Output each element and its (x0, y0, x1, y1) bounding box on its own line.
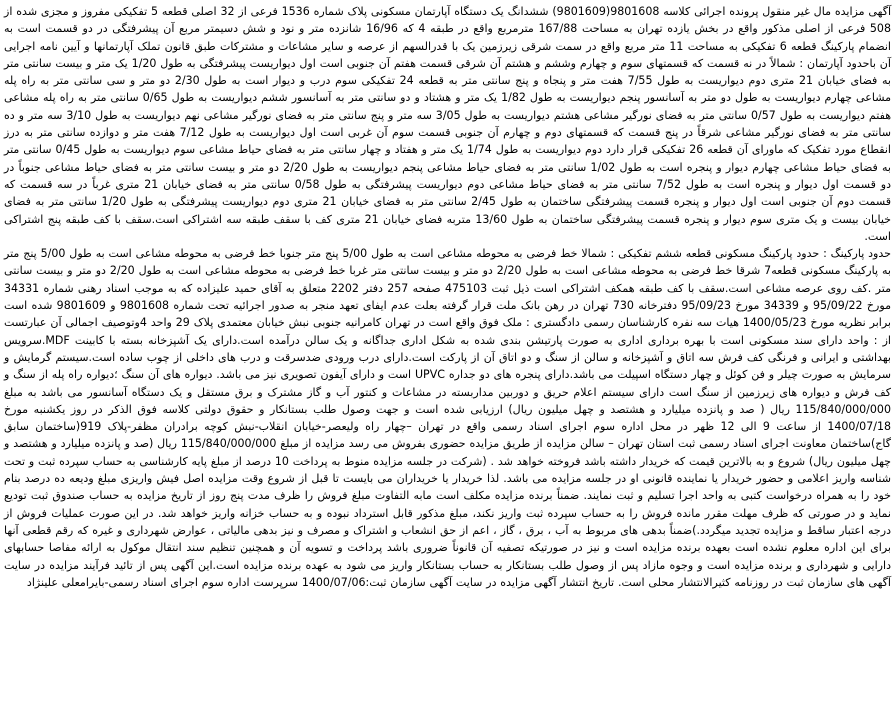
auction-notice (4, 3, 891, 708)
notice-paragraph-property: آگهی مزایده مال غیر منقول پرونده اجرائی کلاسه 9801608(9801609) ششدانگ یک دستگاه آپارتمان مسکونی پلاک شماره 1536 فرعی از 32 اصلی قطعه 5 تفکیکی مفروز و مجزی شده از 508 فرعی از اصلی مذکور واقع در بخش یازده تهران به مساحت 167/88 مترمربع واقع در طبقه 4 که 16/96 شانزده متر و نود و شش دسیمتر مربع آن پیشرفتگی در دو قسمت است به انضمام پارکینگ قطعه 6 تفکیکی به مساحت 11 متر مربع واقع در سمت شرقی زیرزمین یک با قدرالسهم از عرصه و سایر مشاعات و مشترکات طبق قانون تملک آپارتمانها و آیین نامه اجرایی آن باحدود آپارتمان : شمالاً در نه قسمت که قسمتهای سوم و چهارم وششم و هشتم آن شرقی قسمت هفتم آن جنوبی است اول دیواریست پیشرفتگی به طول 1/20 یک متر و بیست سانتی متر به فضای خیابان 21 متری دوم دیواریست به طول 7/55 هفت متر و پنجاه و پنج سانتی متر به قطعه 24 تفکیکی سوم درب و دیوار است به طول 2/30 دو متر و سی سانتی متر به راه پله مشاعی چهارم دیواریست به طول دو متر به آسانسور پنجم دیواریست به طول 1/82 یک متر و هشتاد و دو سانتی متر به آسانسور ششم دیواریست به طول 0/65 سانتی متر به راه پله مشاعی هفتم دیواریست به طول 0/57 سانتی متر به فضای نورگیر مشاعی هشتم دیواریست به طول 3/05 سه متر و پنج سانتی متر به فضای نورگیر مشاعی نهم دیواریست به طول 3/10 سه متر و ده سانتی متر به فضای نورگیر مشاعی شرقاً در پنج قسمت که قسمتهای دوم و چهارم آن جنوبی قسمت سوم آن غربی است اول دیواریست به طول 7/12 هفت متر و دوازده سانتی متر به درز انقطاع مورد تفکیک که ماورای آن قطعه 26 تفکیکی قرار دارد دوم دیواریست به طول 1/74 یک متر و هفتاد و چهار سانتی متر به فضای حیاط مشاعی سوم دیواریست به طول 0/45 سانتی متر به فضای حیاط مشاعی چهارم دیوار و پنجره است به طول 1/02 سانتی متر به فضای حیاط مشاعی پنجم دیواریست به طول 2/20 دو متر و بیست سانتی متر به فضای حیاط مشاعی جنوباً در دو قسمت اول دیوار و پنجره است به طول 7/52 سانتی متر به فضای حیاط مشاعی دوم دیواریست پیشرفتگی به طول 0/58 سانتی متر به فضای خیابان 21 متری غرباً در سه قسمت که قسمت دوم آن جنوبی است اول دیوار و پنجره قسمت پیشرفتگی ساختمان به طول 2/45 سانتی متر به فضای خیابان 21 متری دوم دیواریست پیشرفتگی به طول 1/20 سانتی متر به فضای خیابان بیست و یک متری سوم دیوار و پنجره قسمت پیشرفتگی ساختمان به طول 13/60 متربه فضای خیابان 21 متری کف با سقف طبقه سه اشتراکی است.سقف با کف طبقه پنج اشتراکی است. (4, 5, 892, 243)
notice-paragraph-parking-and-terms: حدود پارکینگ : حدود پارکینگ مسکونی قطعه ششم تفکیکی : شمالا خط فرضی به محوطه مشاعی است به طول 5/00 پنج متر جنوبا خط فرضی به محوطه مشاعی است به طول 5/00 پنج متر به پارکینگ مسکونی قطعه7 شرقا خط فرضی به محوطه مشاعی است به طول 2/20 دو متر و بیست سانتی متر غربا خط فرضی به محوطه مشاعی است به طول 2/20 دو متر و بیست سانتی متر .کف روی عرصه مشاعی است.سقف با کف طبقه همکف اشتراکی است ذیل ثبت 475103 صفحه 257 دفتر 2202 متعلق به آقای حمید علیزاده که به موجب اسناد رهنی شماره 34331 مورخ 95/09/22 و 34339 مورخ 95/09/23 دفترخانه 730 تهران در رهن بانک ملت قرار گرفته بعلت عدم ایفای تعهد منجر به صدور اجرائیه تحت شماره 9801608 و 9801609 شده است برابر نظریه مورخ 1400/05/23 هیات سه نفره کارشناسان رسمی دادگستری : ملک فوق واقع است در تهران کامرانیه جنوبی نبش خیابان معتمدی پلاک 29 واحد 4وتوصیف اجمالی آن عبارتست از : واحد دارای سند مسکونی است با بهره برداری اداری به صورت پارتیشن بندی شده به شکل اداری جداگانه و یک سالن درآمده است.دارای یک آشپزخانه بسته با کابینت MDF.سرویس بهداشتی و ایرانی و فرنگی کف فرش سه اتاق و آشپزخانه و سالن از سنگ و دو اتاق آن از پارکت است.دارای درب ورودی ضدسرقت و درب های داخلی از چوب ساده است.سیستم گرمایش و سرمایش به صورت چیلر و فن کوئل و چهار دستگاه اسپیلت می باشد.دارای پنجره های دو جداره UPVC است و دارای آیفون تصویری نیز می باشد. دیواره های آن سنگ ؛دیواره راه پله از سنگ و کف فرش و دیواره های زیرزمین از سنگ است دارای سیستم اعلام حریق و دوربین مداربسته در مشاعات و کنتور آب و گاز مشترک و برق مستقل و یک دستگاه آسانسور می باشد به مبلغ 115/840/000/000 ریال ( صد و پانزده میلیارد و هشتصد و چهل میلیون ریال) ارزیابی شده است و جهت وصول طلب بستانکار و حقوق دولتی کلاسه فوق الذکر در روز یکشنبه مورخ 1400/07/18 از ساعت 9 الی 12 ظهر در محل اداره سوم اجرای اسناد رسمی واقع در تهران –چهار راه ولیعصر-خیابان انقلاب-نبش کوچه برادران مظفر-پلاک 919(ساختمان سابق گاج)ساختمان معاونت اجرای اسناد رسمی ثبت استان تهران – سالن مزایده از طریق مزایده حضوری بفروش می رسد مزایده از مبلغ 115/840/000/000 ریال (صد و پانزده میلیارد و هشتصد و چهل میلیون ریال) شروع و به بالاترین قیمت که خریدار داشته باشد فروخته خواهد شد . (شرکت در جلسه مزایده منوط به پرداخت 10 درصد از مبلغ پایه کارشناسی به حساب سپرده ثبت و تحت شناسه واریز اعلامی و حضور خریدار یا نماینده قانونی او در جلسه مزایده می باشد. لذا خریدار یا خریداران می بایست تا قبل از شروع وقت مزایده اصل فیش واریزی مبلغ ودیعه ده درصد بنام خود را به همراه درخواست کتبی به واحد اجرا تسلیم و ثبت نمایند. ضمناً برنده مزایده مکلف است مابه التفاوت مبلغ فروش را ظرف مدت پنج روز از تاریخ مزایده به حساب صندوق ثبت تودیع نماید و در صورتی که ظرف مهلت مقرر مانده فروش را به حساب سپرده ثبت واریز نکند، مبلغ مذکور قابل استرداد نبوده و به حساب خزانه واریز خواهد شد. در این صورت عملیات فروش از درجه اعتبار ساقط و مزایده تجدید میگردد.)ضمناً بدهی های مربوط به آب ، برق ، گاز ، اعم از حق انشعاب و اشتراک و مصرف و نیز بدهی مالیاتی ، عوارض شهرداری و غیره که رقم قطعی آنها برای این اداره معلوم نشده است بعهده برنده مزایده است و نیز در صورتیکه تصفیه آن قانوناً ضروری باشد پرداخت و تسویه آن و همچنین تنظیم سند انتقال موکول به ارائه مفاصا حسابهای دارایی و شهرداری و برنده مزایده است و وجوه مازاد پس از وصول طلب بستانکار به حساب بستانکار واریز می شود به عهده برنده مزایده است.این آگهی پس از تائید فرآیند مزایده در سایت آگهی های سازمان ثبت در روزنامه کثیرالانتشار محلی است. تاریخ انتشار آگهی مزایده در سایت آگهی سازمان ثبت:1400/07/06 سرپرست اداره سوم اجرای اسناد رسمی-بایرامعلی علینژاد (4, 247, 892, 589)
